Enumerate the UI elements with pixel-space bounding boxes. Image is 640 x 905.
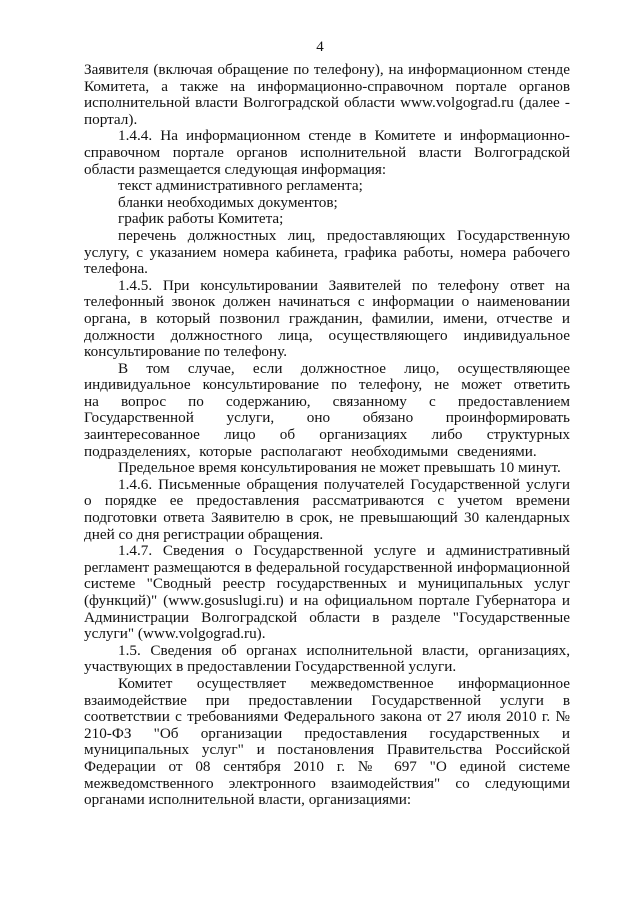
paragraph-1-4-7: 1.4.7. Сведения о Государственной услуге и административный регламент размещаются в федеральной государственной информационной системе "Сводный реестр государственных и муниципальных услуг (функций)" (www.gosuslugi.ru) и на официальном портале Губернатора и Администрации Волгоградской области в разделе "Государственные услуги" (www.volgograd.ru).: [84, 542, 570, 643]
page-number: 4: [316, 39, 324, 55]
paragraph-1-4-4: 1.4.4. На информационном стенде в Комитете и информационно-справочном портале органов исполнительной власти Волгоградской области размещается следующая информация:: [84, 127, 570, 178]
paragraph-intro-continuation: Заявителя (включая обращение по телефону), на информационном стенде Комитета, а также на информационно-справочном портале органов исполнительной власти Волгоградской области www.volgograd.ru (далее - портал).: [84, 61, 570, 128]
paragraph-time-limit: Предельное время консультирования не может превышать 10 минут.: [118, 459, 561, 477]
list-item-officials: перечень должностных лиц, предоставляющих Государственную услугу, с указанием номера кабинета, графика работы, номера рабочего телефона.: [84, 226, 570, 278]
paragraph-official-cannot-answer: В том случае, если должностное лицо, осуществляющее индивидуальное консультирование по телефону, не может ответить на вопрос по содержанию, связанному с предоставлением Государственной услуги, оно обязано проинформировать заинтересованное лицо об организациях либо структурных подразделениях, которые располагают необходимыми сведениями.: [84, 359, 570, 460]
paragraph-1-5: 1.5. Сведения об органах исполнительной власти, организациях, участвующих в предоставлении Государственной услуги.: [84, 641, 570, 676]
list-item-regulation-text: текст административного регламента;: [118, 177, 363, 195]
paragraph-1-4-5: 1.4.5. При консультировании Заявителей по телефону ответ на телефонный звонок должен начинаться с информации о наименовании органа, в который позвонил гражданин, фамилии, имени, отчестве и должности должностного лица, осуществляющего индивидуальное консультирование по телефону.: [84, 276, 570, 361]
list-item-document-forms: бланки необходимых документов;: [118, 193, 338, 211]
paragraph-interaction: Комитет осуществляет межведомственное информационное взаимодействие при предоставлении Государственной услуги в соответствии с требованиями Федерального закона от 27 июля 2010 г. № 210-ФЗ "Об организации предоставления государственных и муниципальных услуг" и постановления Правительства Российской Федерации от 08 сентября 2010 г. № 697 "О единой системе межведомственного электронного взаимодействия" со следующими органами исполнительной власти, организациями:: [84, 674, 570, 809]
paragraph-1-4-6: 1.4.6. Письменные обращения получателей Государственной услуги о порядке ее предоставления рассматриваются с учетом времени подготовки ответа Заявителю в срок, не превышающий 30 календарных дней со дня регистрации обращения.: [84, 475, 570, 543]
list-item-work-schedule: график работы Комитета;: [118, 210, 284, 228]
document-body: [84, 62, 570, 809]
